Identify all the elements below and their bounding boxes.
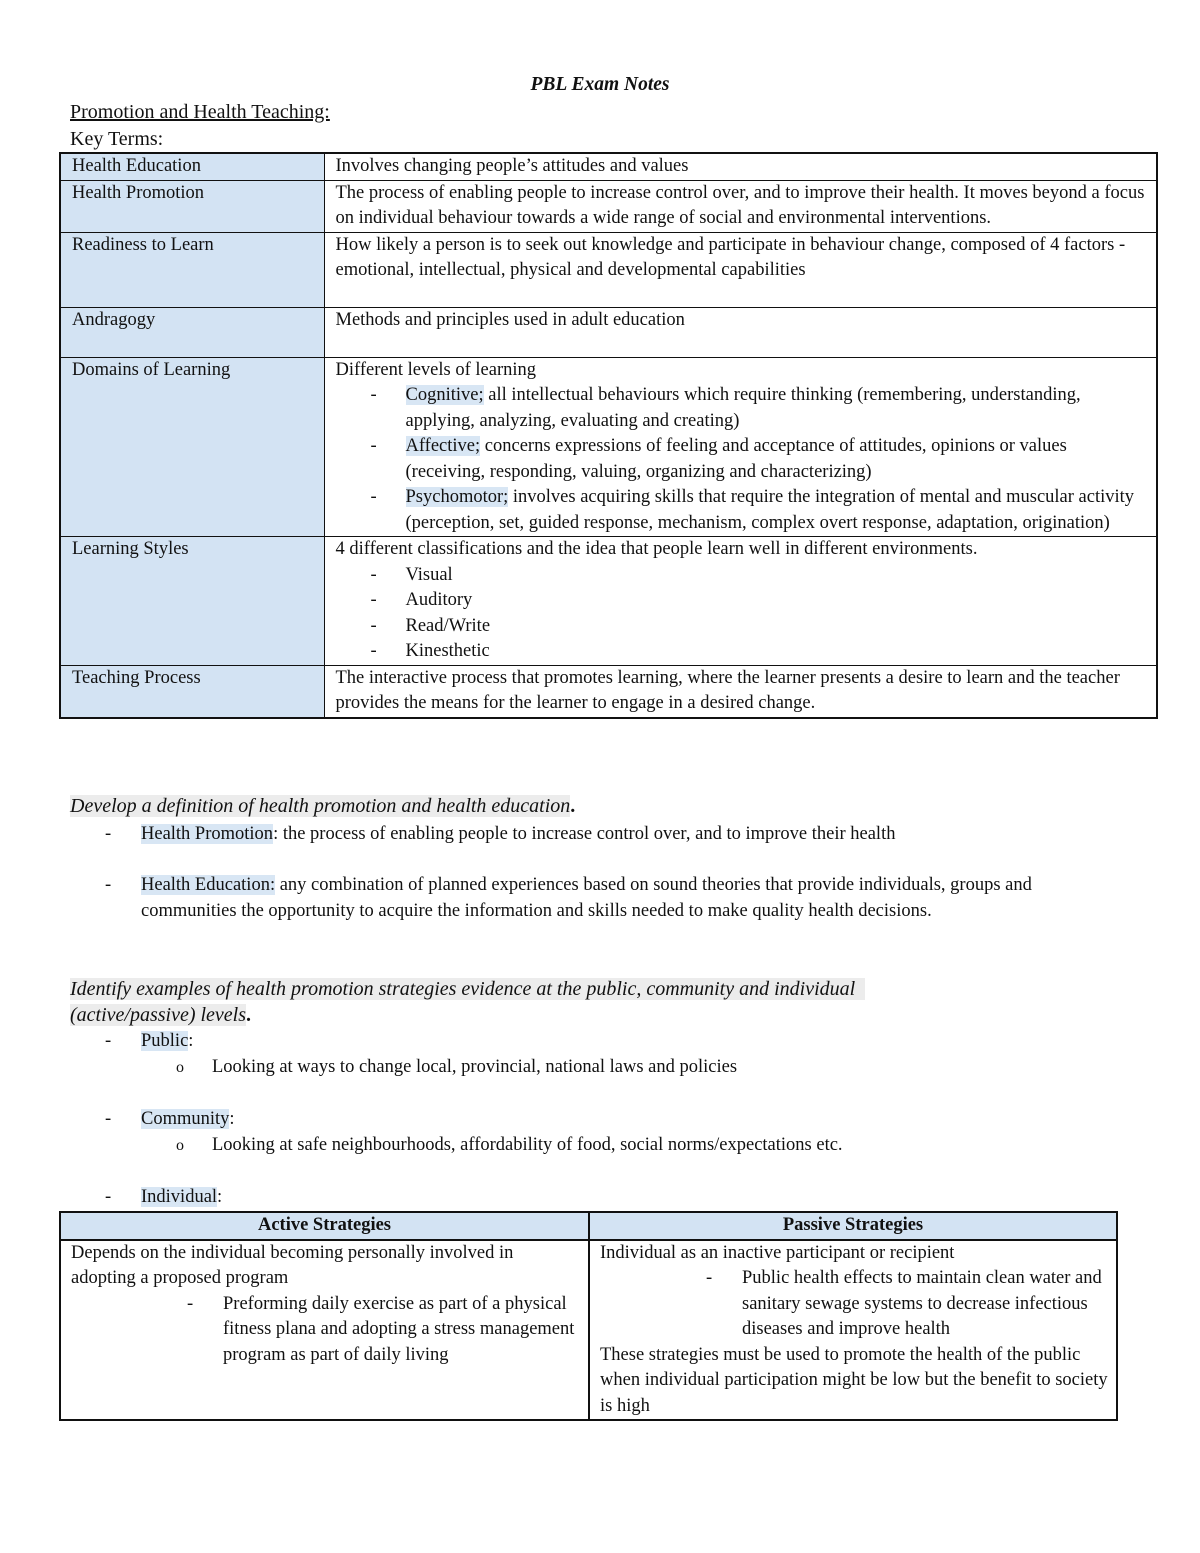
item-label: Community [141, 1109, 230, 1129]
question-text: Develop a definition of health promotion and health education [70, 795, 571, 817]
table-row [60, 232, 1157, 307]
table-row [60, 665, 1157, 718]
sub-list-item: o Looking at safe neighbourhoods, affordability of food, social norms/expectations etc. [176, 1134, 843, 1155]
passive-header: Passive Strategies [589, 1212, 1117, 1240]
list-item: - Read/Write [336, 614, 1147, 640]
key-terms-table [59, 152, 1158, 719]
table-row [60, 180, 1157, 232]
question-text: (active/passive) levels [70, 1003, 247, 1026]
list-item: - Health Promotion: the process of enabling people to increase control over, and to improve their health [105, 824, 896, 844]
definition-cell: Methods and principles used in adult education [324, 307, 1157, 357]
definition-intro: Different levels of learning [335, 359, 537, 380]
definition-cell: How likely a person is to seek out knowledge and participate in behaviour change, composed of 4 factors - emotional, intellectual, physical and developmental capabilities [324, 232, 1157, 307]
item-label: Health Education: [141, 875, 276, 895]
definition-cell [324, 537, 1157, 666]
list-item: - Community: [105, 1109, 235, 1129]
table-row [60, 357, 1157, 537]
key-terms-heading: Key Terms: [70, 128, 164, 150]
list-item: - Health Education: any combination of planned experiences based on sound theories that provide individuals, groups and communities the opportunity to acquire the information and skills needed to make quality health decisions. [105, 875, 1032, 921]
active-list [71, 1292, 580, 1369]
question-text: Identify examples of health promotion strategies evidence at the public, community and individual [70, 978, 856, 1000]
table-row [60, 307, 1157, 357]
table-row [60, 1240, 1117, 1421]
domain-label: Psychomotor; [405, 487, 509, 507]
table-row [60, 153, 1157, 180]
passive-note: These strategies must be used to promote the health of the public when individual participation might be low but the benefit to society is high [600, 1344, 1108, 1416]
sub-list-item: o Looking at ways to change local, provincial, national laws and policies [176, 1056, 738, 1077]
definition-intro: 4 different classifications and the idea that people learn well in different environments. [335, 539, 978, 559]
q1-list [70, 822, 1130, 848]
active-cell: Depends on the individual becoming personally involved in adopting a proposed program - Preforming daily exercise as part of a physical fitness plana and adopting a stress management program as part of daily living [60, 1240, 589, 1421]
list-item: - Visual [336, 563, 1147, 589]
term-cell: Andragogy [60, 307, 324, 357]
list-item: - Individual: [105, 1187, 223, 1207]
domain-label: Cognitive; [405, 385, 484, 405]
table-row [60, 537, 1157, 666]
term-cell: Readiness to Learn [60, 232, 324, 307]
list-item: - Auditory [336, 588, 1147, 614]
item-label: Health Promotion [141, 824, 274, 844]
term-cell: Domains of Learning [60, 357, 324, 537]
definition-cell: Involves changing people’s attitudes and values [324, 153, 1157, 180]
passive-cell: Individual as an inactive participant or recipient - Public health effects to maintain clean water and sanitary sewage systems to decrease infectious diseases and improve health These strategies must be used to promote the health of the public when individual participation might be low but the benefit to society is high [589, 1240, 1117, 1421]
item-text: : the process of enabling people to increase control over, and to improve their health [273, 824, 896, 844]
domain-text: all intellectual behaviours which require thinking (remembering, understanding, applying, analyzing, evaluating and creating) [405, 385, 1081, 431]
term-cell: Health Promotion [60, 180, 324, 232]
passive-list [600, 1266, 1108, 1343]
list-item [336, 383, 1147, 434]
item-label: Public [141, 1031, 189, 1051]
domain-text: concerns expressions of feeling and acceptance of attitudes, opinions or values (receiving, responding, valuing, organizing and characterizing) [405, 436, 1067, 482]
table-header-row [60, 1212, 1117, 1240]
item-label: Individual [141, 1187, 218, 1207]
term-cell: Health Education [60, 153, 324, 180]
list-item [336, 434, 1147, 485]
question-1: Develop a definition of health promotion and health education. [70, 795, 576, 817]
q2-public [70, 1029, 1130, 1080]
list-item: - Preforming daily exercise as part of a physical fitness plana and adopting a stress management program as part of daily living [71, 1292, 580, 1369]
term-cell: Learning Styles [60, 537, 324, 666]
active-header: Active Strategies [60, 1212, 589, 1240]
list-item: - Public: [105, 1031, 194, 1051]
styles-list [336, 563, 1147, 665]
q1-list-2 [70, 873, 1100, 924]
section-heading: Promotion and Health Teaching: [70, 101, 330, 123]
list-item: - Public health effects to maintain clean water and sanitary sewage systems to decrease infectious diseases and improve health [600, 1266, 1108, 1343]
domains-list [336, 383, 1147, 536]
definition-cell: The interactive process that promotes learning, where the learner presents a desire to learn and the teacher provides the means for the learner to engage in a desired change. [324, 665, 1157, 718]
item-text: any combination of planned experiences based on sound theories that provide individuals, groups and communities the opportunity to acquire the information and skills needed to make quality health decisions. [141, 875, 1032, 921]
document-title: PBL Exam Notes [530, 74, 670, 95]
question-2: Identify examples of health promotion strategies evidence at the public, community and individual (active/passive) levels. [70, 977, 865, 1028]
q2-individual [70, 1185, 1130, 1211]
domain-text: involves acquiring skills that require the integration of mental and muscular activity (perception, set, guided response, mechanism, complex overt response, adaptation, origination) [405, 487, 1135, 533]
definition-cell: The process of enabling people to increase control over, and to improve their health. It moves beyond a focus on individual behaviour towards a wide range of social and environmental interventions. [324, 180, 1157, 232]
strategies-table [59, 1211, 1118, 1421]
q2-community [70, 1107, 1130, 1158]
list-item [336, 485, 1147, 536]
term-cell: Teaching Process [60, 665, 324, 718]
domain-label: Affective; [405, 436, 481, 456]
definition-cell [324, 357, 1157, 537]
list-item: - Kinesthetic [336, 639, 1147, 665]
